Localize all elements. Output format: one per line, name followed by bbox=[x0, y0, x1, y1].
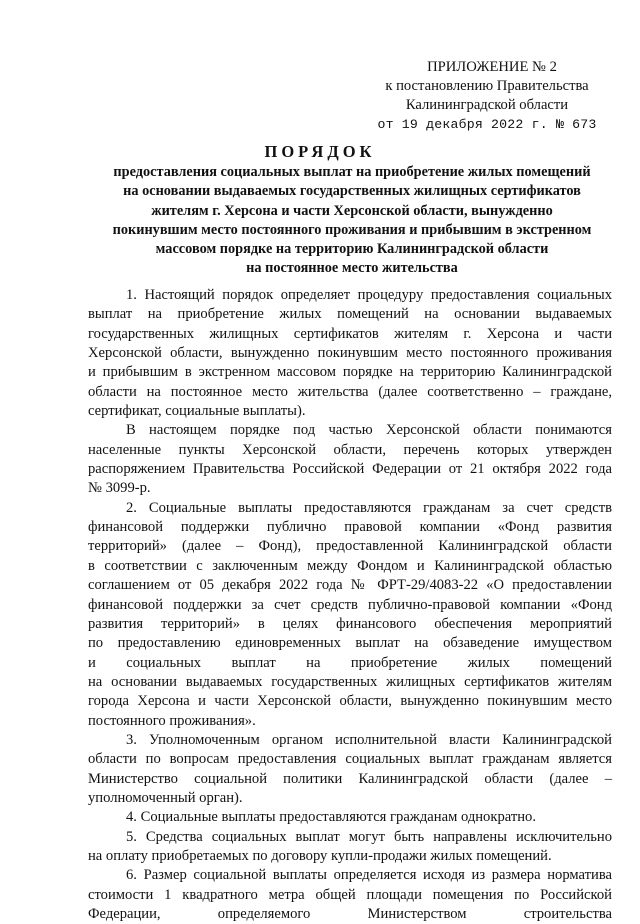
paragraph-line: стоимости 1 квадратного метра общей площади помещения по Российской bbox=[88, 886, 612, 903]
paragraph-line: уполномоченный орган). bbox=[88, 789, 243, 806]
paragraph-line: выплат на приобретение жилых помещений на основании выдаваемых bbox=[88, 306, 612, 323]
paragraph-2 bbox=[88, 421, 612, 498]
paragraph-line: 3. Уполномоченным органом исполнительной власти Калининградской bbox=[126, 731, 612, 748]
paragraph-line: В настоящем порядке под частью Херсонской области понимаются bbox=[126, 422, 612, 439]
paragraph-line: города Херсона и части Херсонской области, вынужденно покинувшим место bbox=[88, 693, 612, 710]
paragraph-line: Министерство социальной политики Калининградской области (далее – bbox=[88, 770, 612, 787]
paragraph-line: 4. Социальные выплаты предоставляются гражданам однократно. bbox=[126, 809, 536, 826]
paragraph-line: постоянного проживания». bbox=[88, 712, 256, 729]
paragraph-line: в соответствии с заключенным между Фондом и Калининградской областью bbox=[88, 557, 612, 574]
paragraph-3 bbox=[88, 499, 612, 731]
subtitle-line: на постоянное место жительства bbox=[246, 260, 458, 277]
paragraph-5 bbox=[88, 808, 612, 827]
paragraph-line: области на постоянное место жительства (далее соответственно – граждане, bbox=[88, 383, 612, 400]
paragraph-line: 2. Социальные выплаты предоставляются гражданам за счет средств bbox=[126, 499, 612, 516]
paragraph-line: области по вопросам предоставления социальных выплат гражданам является bbox=[88, 751, 612, 768]
appendix-date-number: от 19 декабря 2022 г. № 673 bbox=[377, 117, 597, 132]
paragraph-line: Федерации, определяемого Министерством строительства bbox=[88, 906, 612, 922]
paragraph-4 bbox=[88, 731, 612, 808]
paragraph-line: на оплату приобретаемых по договору купли-продажи жилых помещений. bbox=[88, 847, 552, 864]
appendix-block bbox=[362, 58, 612, 134]
paragraph-line: развития территорий» в целях финансового обеспечения мероприятий bbox=[88, 615, 612, 632]
paragraph-line: финансовой поддержки за счет средств публично-правовой компании «Фонд bbox=[88, 596, 612, 613]
paragraph-1 bbox=[88, 286, 612, 421]
paragraph-line: 5. Средства социальных выплат могут быть направлены исключительно bbox=[126, 828, 612, 845]
appendix-region: Калининградской области bbox=[405, 97, 569, 113]
appendix-resolution: к постановлению Правительства bbox=[385, 78, 589, 94]
document-body bbox=[88, 286, 612, 924]
paragraph-line: государственных жилищных сертификатов жителям г. Херсона и части bbox=[88, 325, 612, 342]
paragraph-7 bbox=[88, 866, 612, 924]
paragraph-line: 6. Размер социальной выплаты определяется исходя из размера норматива bbox=[126, 867, 612, 884]
subtitle-line: массовом порядке на территорию Калининградской области bbox=[155, 241, 549, 258]
paragraph-line: 1. Настоящий порядок определяет процедуру предоставления социальных bbox=[126, 287, 612, 303]
subtitle-line: предоставления социальных выплат на приобретение жилых помещений bbox=[113, 164, 591, 180]
paragraph-line: соглашением от 05 декабря 2022 года № ФРТ-29/4083-22 «О предоставлении bbox=[88, 577, 612, 594]
document-title: ПОРЯДОК bbox=[264, 142, 376, 161]
paragraph-line: населенные пункты Херсонской области, перечень которых утвержден bbox=[88, 441, 612, 458]
appendix-heading: ПРИЛОЖЕНИЕ № 2 bbox=[427, 59, 557, 75]
paragraph-line: и прибывшим в экстренном массовом порядке на территорию Калининградской bbox=[88, 364, 612, 381]
paragraph-line: Херсонской области, вынужденно покинувшим место постоянного проживания bbox=[88, 345, 612, 362]
paragraph-line: распоряжением Правительства Российской Федерации от 21 октября 2022 года bbox=[88, 461, 612, 478]
paragraph-line: сертификат, социальные выплаты). bbox=[88, 403, 306, 420]
paragraph-line: по предоставлению единовременных выплат на обзаведение имуществом bbox=[88, 635, 612, 652]
subtitle-line: жителям г. Херсона и части Херсонской области, вынужденно bbox=[151, 202, 553, 219]
document-subtitle bbox=[82, 163, 622, 279]
paragraph-line: и социальных выплат на приобретение жилых помещений bbox=[88, 654, 612, 671]
paragraph-line: территорий» (далее – Фонд), предоставленной Калининградской области bbox=[88, 538, 612, 555]
subtitle-line: на основании выдаваемых государственных жилищных сертификатов bbox=[123, 183, 581, 200]
subtitle-line: покинувшим место постоянного проживания и прибывшим в экстренном bbox=[112, 221, 592, 238]
paragraph-line: финансовой поддержки публично правовой компании «Фонд развития bbox=[88, 519, 612, 536]
paragraph-6 bbox=[88, 828, 612, 867]
paragraph-line: на основании выдаваемых государственных жилищных сертификатов жителям bbox=[88, 673, 612, 690]
paragraph-line: № 3099-р. bbox=[88, 480, 151, 497]
